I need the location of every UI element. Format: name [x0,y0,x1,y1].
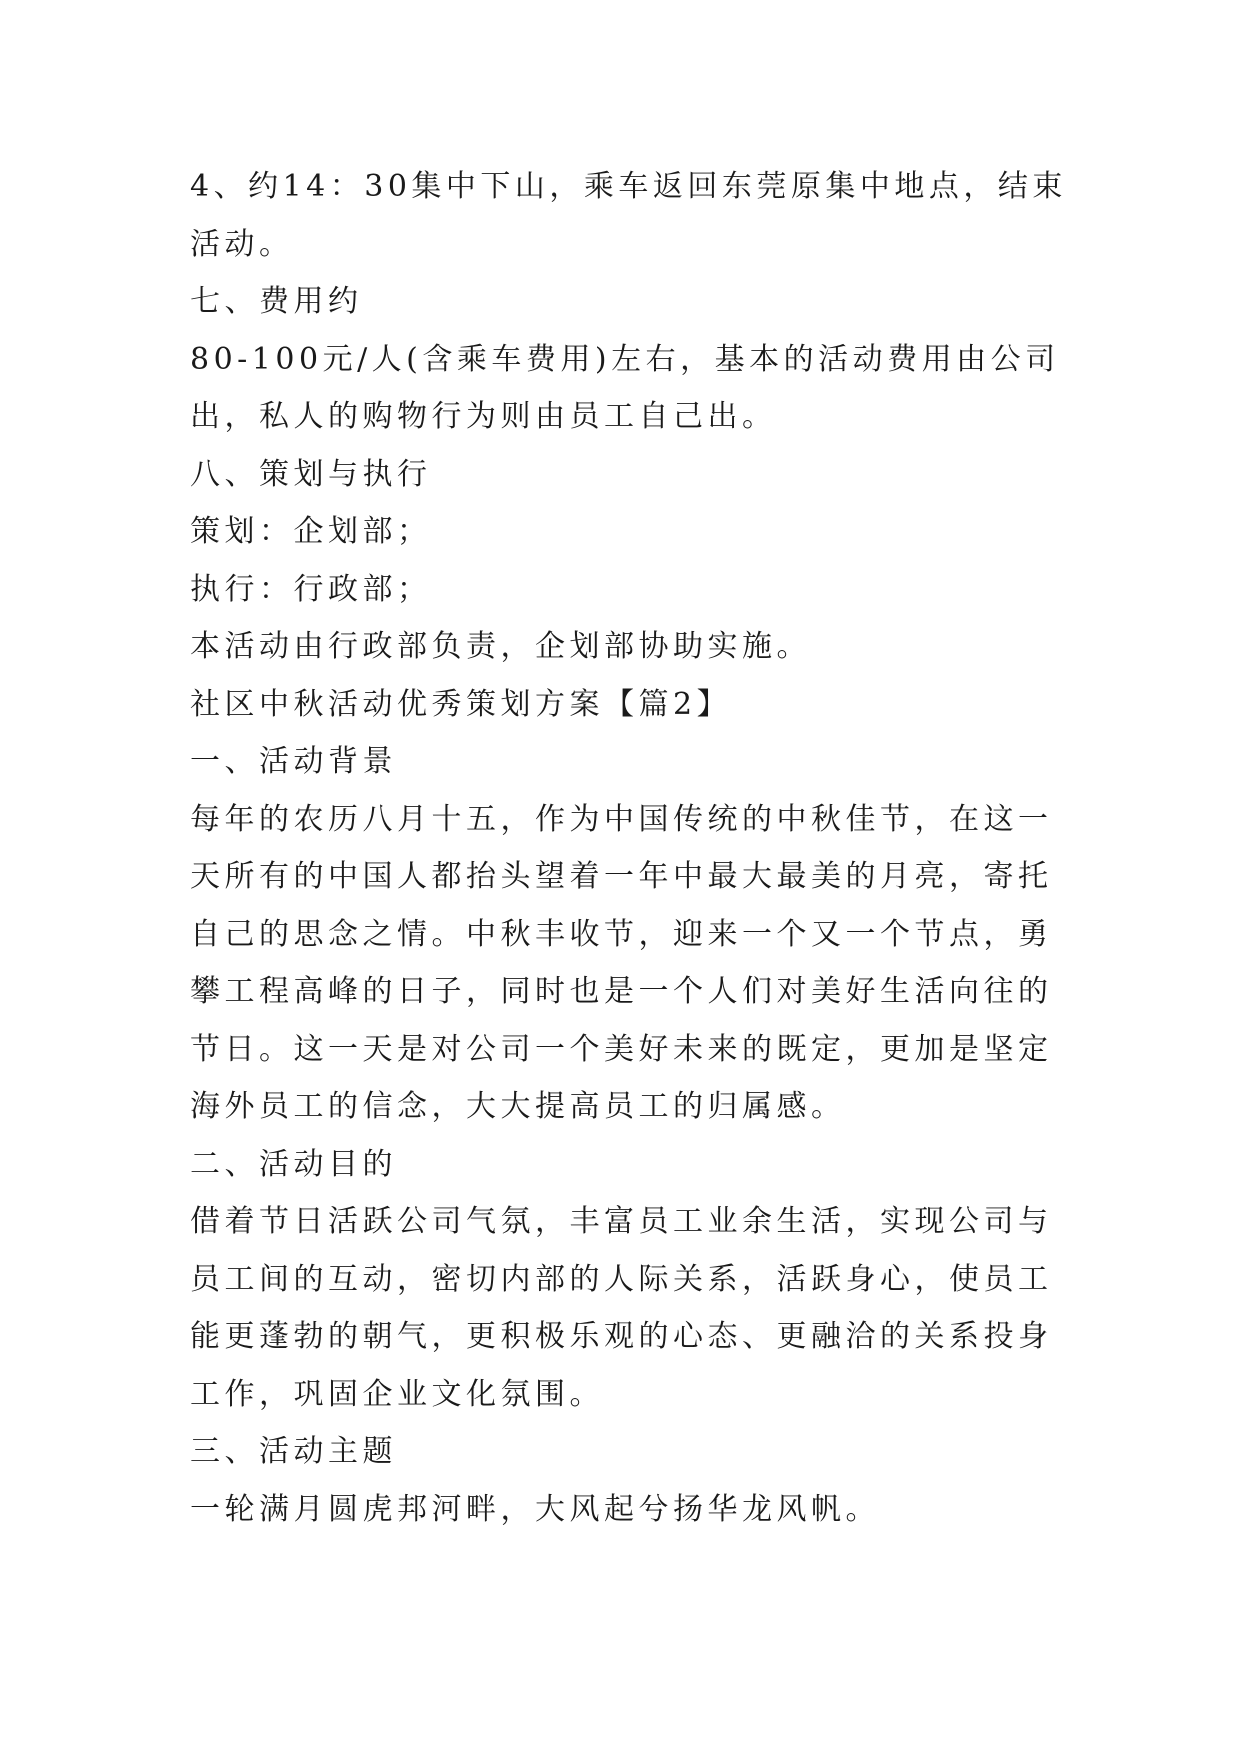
heading-cost: 七、费用约 [190,284,363,319]
paragraph-responsibility: 本活动由行政部负责，企划部协助实施。 [190,629,811,664]
heading-planning-execution: 八、策划与执行 [190,456,432,492]
heading-theme: 三、活动主题 [190,1434,397,1469]
heading-purpose: 二、活动目的 [190,1146,397,1182]
paragraph-background: 每年的农历八月十五，作为中国传统的中秋佳节，在这一天所有的中国人都抬头望着一年中最大最美的月亮，寄托自己的思念之情。中秋丰收节，迎来一个又一个节点，勇攀工程高峰的日子，同时也是一个人们对美好生活向往的节日。这一天是对公司一个美好未来的既定，更加是坚定海外员工的信念，大大提高员工的归属感。 [190,801,1053,1124]
paragraph-cost: 80-100元/人(含乘车费用)左右，基本的活动费用由公司出，私人的购物行为则由员工自己出。 [190,341,1060,434]
paragraph-step-4: 4、约14：30集中下山，乘车返回东莞原集中地点，结束活动。 [190,169,1067,262]
heading-background: 一、活动背景 [190,744,397,779]
paragraph-theme: 一轮满月圆虎邦河畔，大风起兮扬华龙风帆。 [190,1491,880,1527]
paragraph-planning: 策划：企划部； [190,514,432,549]
paragraph-execution: 执行：行政部； [190,571,432,607]
paragraph-purpose: 借着节日活跃公司气氛，丰富员工业余生活，实现公司与员工间的互动，密切内部的人际关系，活跃身心，使员工能更蓬勃的朝气，更积极乐观的心态、更融洽的关系投身工作，巩固企业文化氛围。 [190,1204,1053,1412]
section-title: 社区中秋活动优秀策划方案【篇2】 [190,686,732,722]
document-body [190,158,1070,1538]
